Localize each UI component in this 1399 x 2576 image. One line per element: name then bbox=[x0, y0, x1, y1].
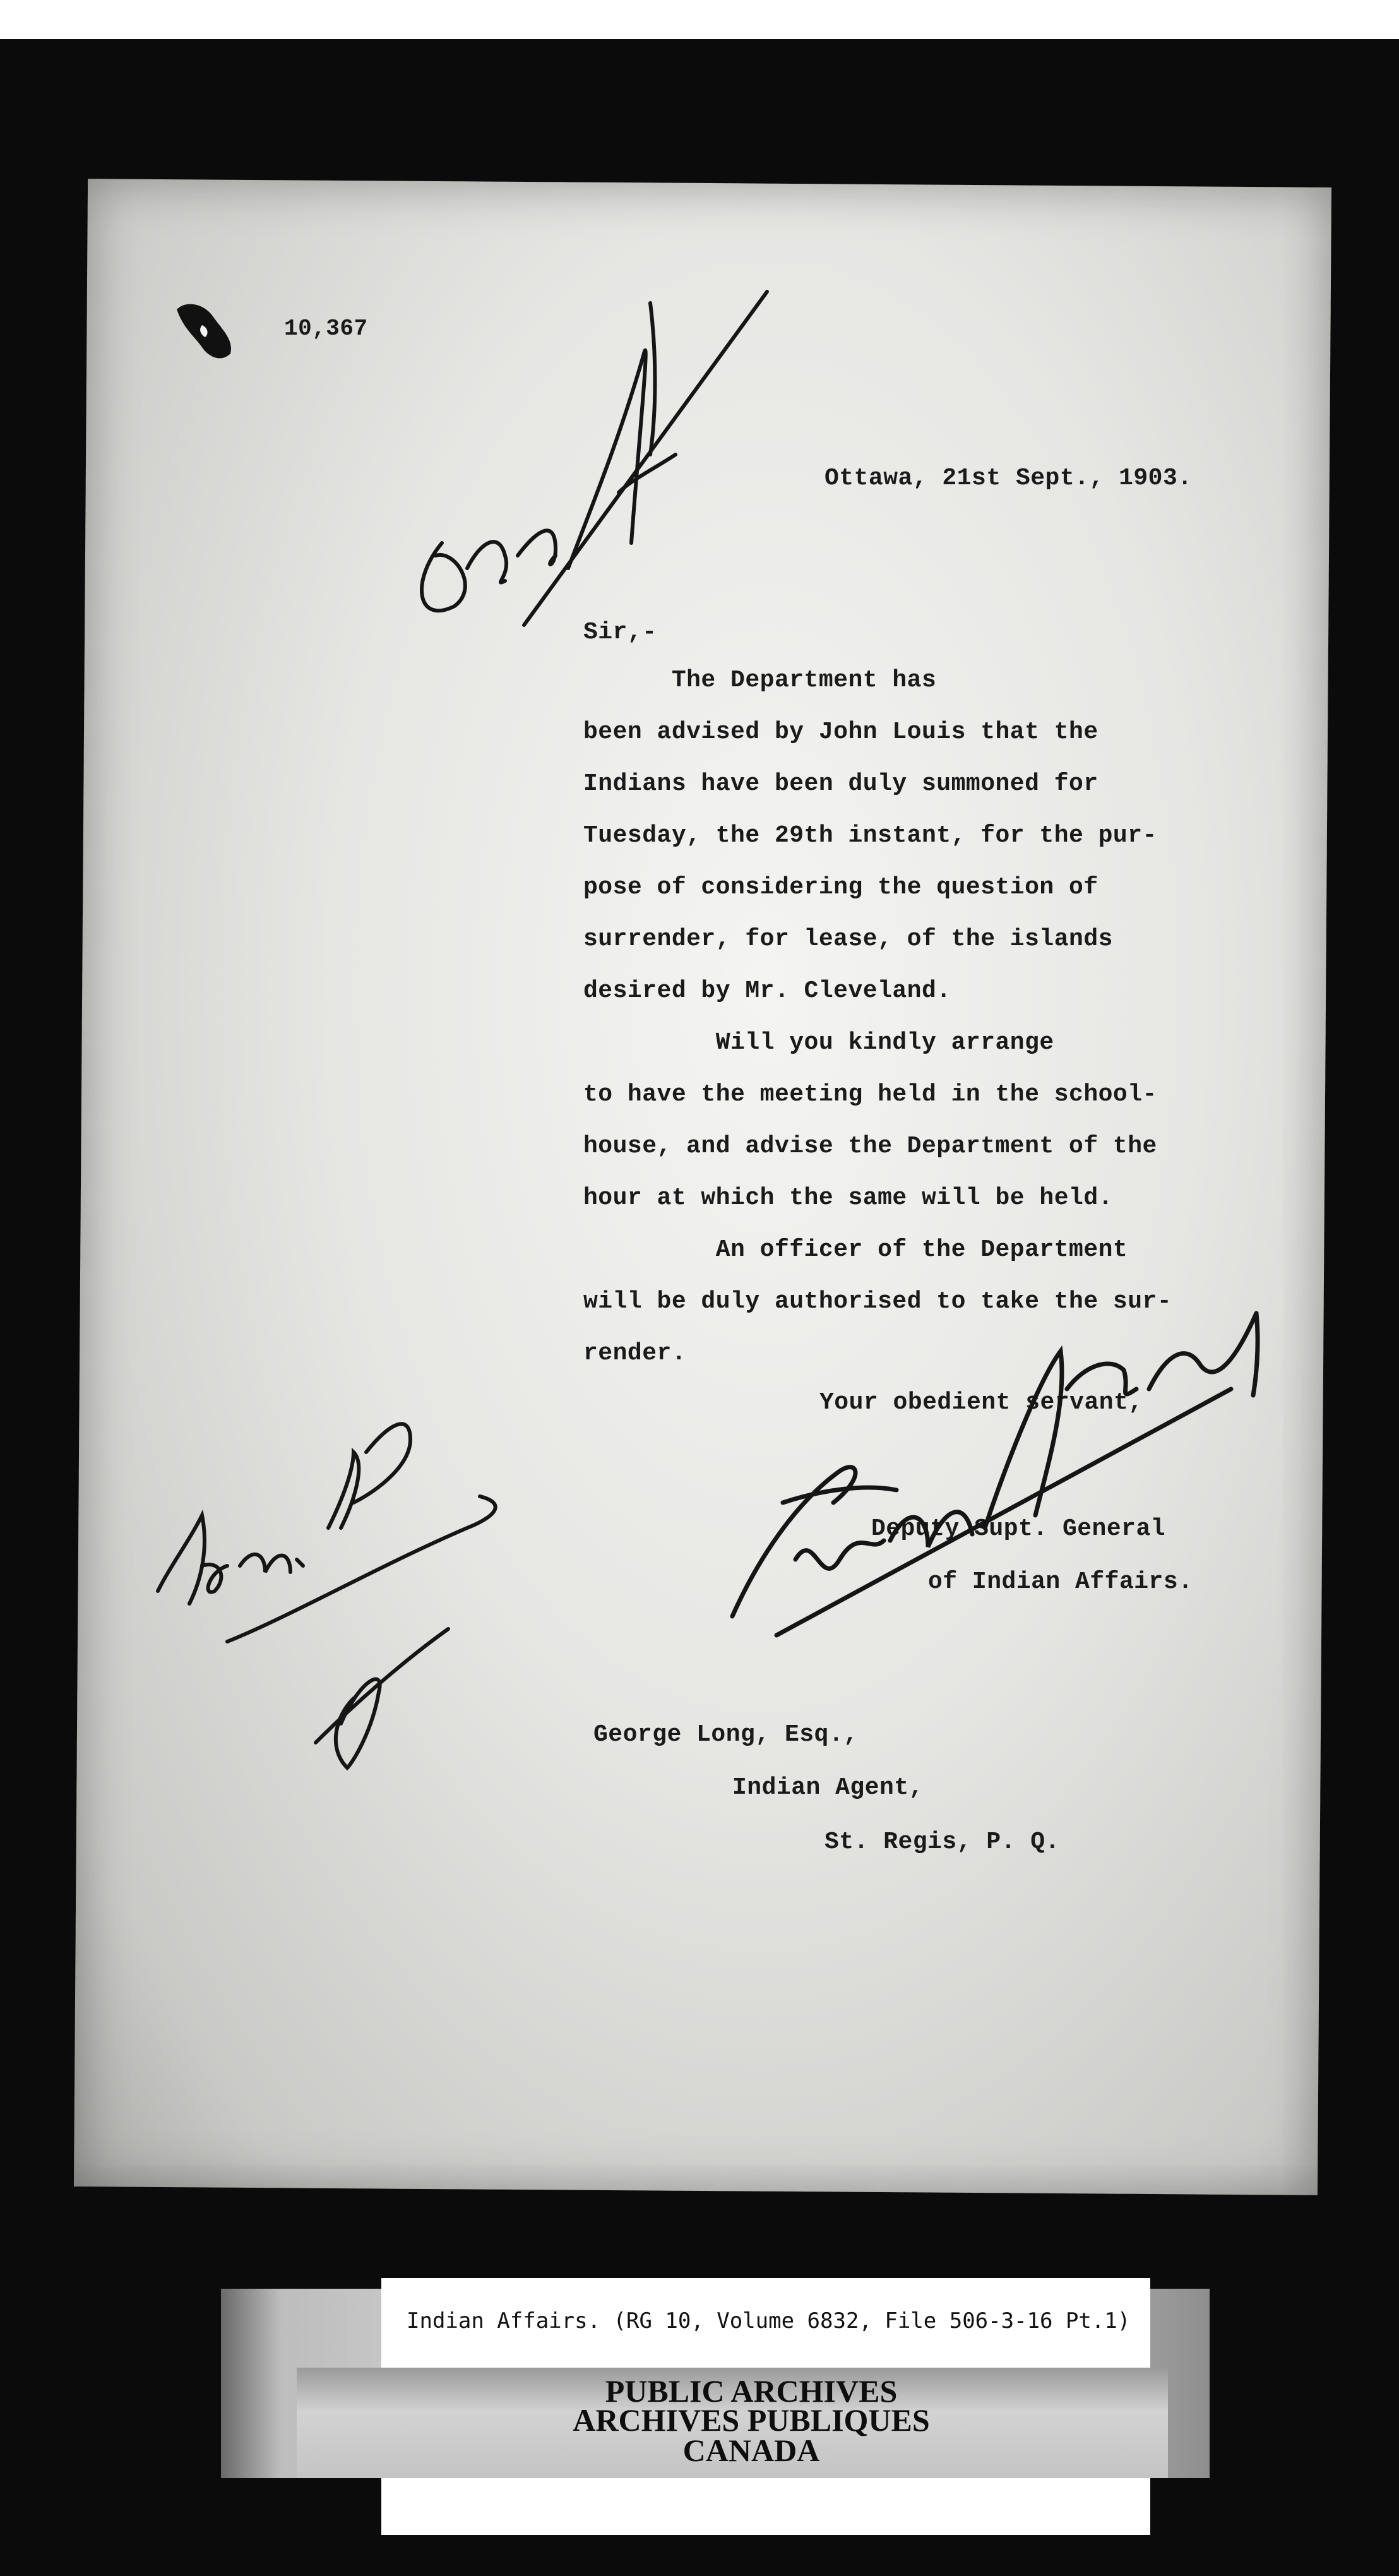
blank-label-card bbox=[381, 2478, 1150, 2535]
file-number: 10,367 bbox=[284, 316, 368, 342]
body-line: render. bbox=[583, 1340, 687, 1367]
address-line: Indian Agent, bbox=[732, 1774, 924, 1801]
address-line: George Long, Esq., bbox=[593, 1721, 859, 1748]
signature-title: Deputy Supt. General bbox=[871, 1515, 1166, 1542]
body-line: pose of considering the question of bbox=[583, 874, 1098, 901]
body-line: desired by Mr. Cleveland. bbox=[583, 977, 951, 1005]
body-line: house, and advise the Department of the bbox=[583, 1133, 1157, 1160]
body-line: hour at which the same will be held. bbox=[583, 1184, 1113, 1212]
body-line: The Department has bbox=[583, 667, 937, 694]
archive-stamp-line: ARCHIVES PUBLIQUES bbox=[573, 2402, 930, 2438]
body-line: will be duly authorised to take the sur- bbox=[583, 1288, 1172, 1315]
closing: Your obedient servant, bbox=[819, 1389, 1143, 1416]
body-line: Tuesday, the 29th instant, for the pur- bbox=[583, 822, 1157, 849]
salutation: Sir,- bbox=[583, 619, 657, 646]
body-line: been advised by John Louis that the bbox=[583, 719, 1098, 746]
archive-stamp-line: CANADA bbox=[682, 2433, 820, 2468]
ink-blot-icon bbox=[170, 297, 240, 366]
archive-stamp-line: PUBLIC ARCHIVES bbox=[605, 2373, 898, 2409]
body-line: Indians have been duly summoned for bbox=[583, 770, 1098, 797]
body-line: to have the meeting held in the school- bbox=[583, 1081, 1157, 1108]
body-line: surrender, for lease, of the islands bbox=[583, 926, 1113, 953]
archive-reference: Indian Affairs. (RG 10, Volume 6832, File 506-3-16 Pt.1) bbox=[407, 2308, 1131, 2334]
body-line: An officer of the Department bbox=[583, 1236, 1128, 1263]
body-line: Will you kindly arrange bbox=[583, 1029, 1054, 1056]
address-line: St. Regis, P. Q. bbox=[825, 1828, 1060, 1856]
date-line: Ottawa, 21st Sept., 1903. bbox=[825, 465, 1193, 492]
signature-title-2: of Indian Affairs. bbox=[928, 1568, 1193, 1595]
